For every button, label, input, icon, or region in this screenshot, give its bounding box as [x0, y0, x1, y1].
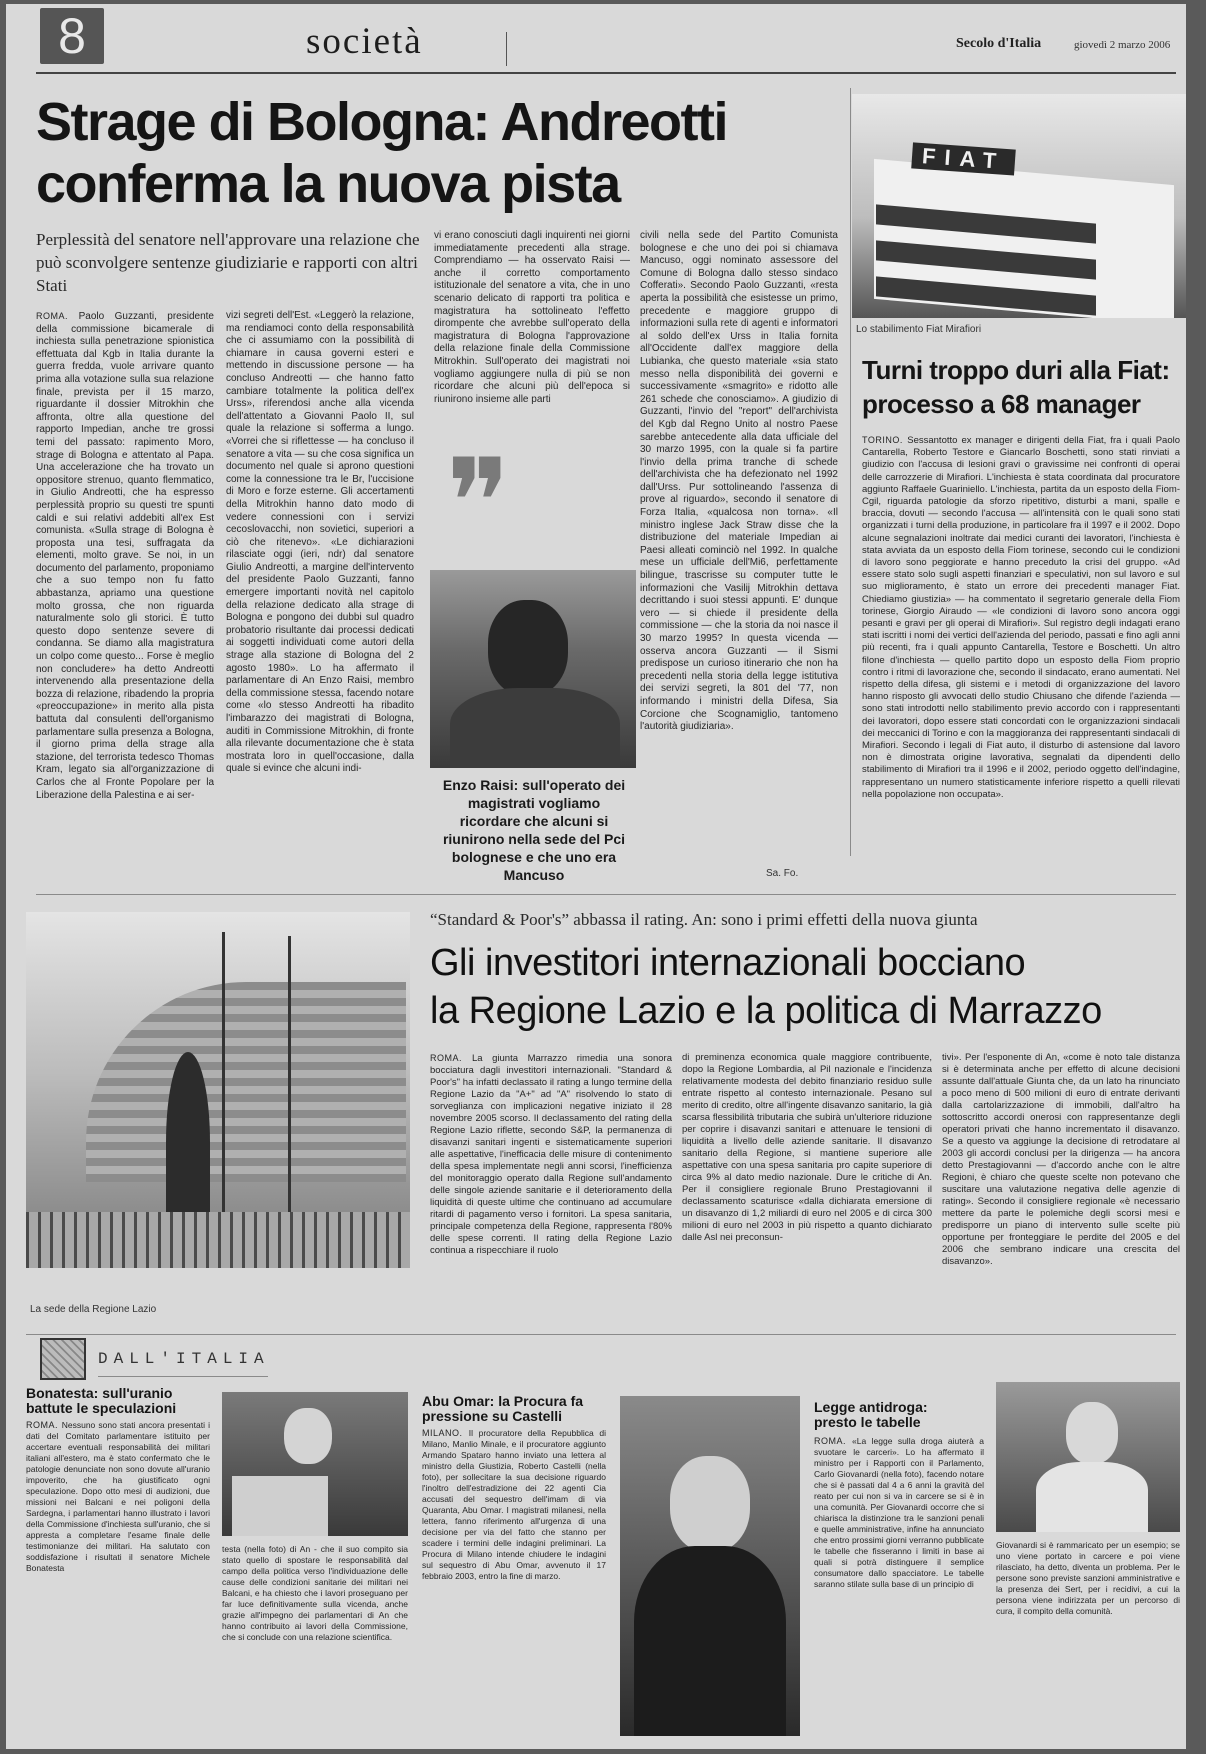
- brief-2-column: [422, 1428, 606, 1740]
- brief-1-podium-shape: [232, 1476, 328, 1536]
- brief-1-text-2: testa (nella foto) di An - che il suo compito sia stato quello di spostare le responsabilità dal campo della politica verso l'individuazione delle cause delle condizioni sanitarie dei militari nei Balcani, e ha chiesto che i lavori proseguano per far luce definitivamente sulla vicenda, anche grazie all'impegno dei parlamentari di An che hanno contribuito ai lavori della Commissione, che si conclude con una relazione scientifica.: [222, 1544, 408, 1642]
- page-number: 8: [58, 8, 86, 64]
- brief-2-photo: [620, 1396, 800, 1736]
- fiat-divider: [850, 88, 851, 856]
- fiat-photo: [852, 94, 1186, 318]
- lazio-flagpole-shape: [222, 932, 225, 1232]
- section-label: società: [306, 21, 423, 62]
- fiat-headline-line2: processo a 68 manager: [862, 389, 1141, 419]
- lazio-kicker: “Standard & Poor's” abbassa il rating. An: sono i primi effetti della nuova giunta: [430, 910, 978, 929]
- lazio-headline-line1: Gli investitori internazionali bocciano: [430, 942, 1026, 984]
- brief-3-column: [814, 1436, 984, 1740]
- dall-italia-label: DALL'ITALIA: [98, 1350, 270, 1368]
- brief-2-dateline: MILANO.: [422, 1428, 469, 1438]
- section-divider: [506, 32, 507, 66]
- quote-mark: ❞: [446, 437, 511, 570]
- lazio-bottom-rule: [26, 1334, 1176, 1335]
- raisi-shoulders-shape: [450, 688, 620, 768]
- lazio-dateline: ROMA.: [430, 1053, 472, 1063]
- raisi-caption: Enzo Raisi: sull'operato dei magistrati vogliamo ricordare che alcuni si riunirono nella sede del Pci bolognese e che uno era Mancuso: [442, 777, 626, 883]
- main-col4-text: civili nella sede del Partito Comunista bolognese e che uno dei poi si chiamava Mancuso, oggi nominato assessore del Comune di Bologna dallo stesso sindaco Cofferati». Secondo Paolo Guzzanti, «resta aperta la possibilità che esistesse un primo, precedente e maggiore gruppo di informazioni sulla rete di agenti e informatori al soldo dell'ex Urss in Italia fornita all'Occidente dall'ex maggiore della Lubianka, che questo materiale «sia stato messo nella disponibilità dei governi e successivamente «smagrito» e ridotto alle 261 schede che conosciamo». A giudizio di Guzzanti, l'invio del "report" dell'archivista del Kgb dal Regno Unito al nostro Paese sarebbe antecedente alla data ufficiale del 30 marzo 1995, con la quale si fa partire l'invio della prima tranche di schede dell'archivista che ha defezionato nel 1992 dall'Urss. Pur sottolineando l'assenza di prove al riguardo», secondo il senatore di Forza Italia, «qualcosa non torna». «Il ministro inglese Jack Straw disse che la distribuzione del materiale Impedian ai Paesi alleati cominciò nel 1992. In qualche mese un ufficiale dell'Mi6, perfettamente bilingue, trascrisse su computer tutte le informazioni che Vasilij Mitrokhin dettava decrittando i suoi stessi appunti. E' dunque vero — si chiede il presidente della commissione — che la storia da noi nasce il 30 marzo 1995? In questa vicenda — osserva ancora Guzzanti — il Sismi predispose un curioso itinerario che non ha precedenti nella storia della legge istitutiva dei servizi segreti, la 801 del '77, non informando i ministri della Difesa, Sia Corcione che Scognamiglio, tantomeno l'autorità giudiziaria».: [640, 230, 838, 733]
- fiat-photo-caption: Lo stabilimento Fiat Mirafiori: [856, 324, 982, 335]
- main-col3-text: vi erano conosciuti dagli inquirenti nei giorni immediatamente precedenti alla strage. Comprendiamo — ha osservato Raisi — anche il corretto comportamento istituzionale del senatore a vita, che in uno scenario delicato di rapporti tra politica e magistratura ha sottolineato l'effetto dirompente che avrebbe sull'operato della magistratura di Bologna l'approvazione della relazione finale della Commissione Mitrokhin. Sull'operato dei magistrati noi vogliamo aggiungere nulla di più se non ricordare che alcuni più dell'epoca si riunirono insieme alle parti: [434, 230, 630, 405]
- lazio-col3-text: tivi». Per l'esponente di An, «come è noto tale distanza si è determinata anche per effetto di alcune decisioni assunte dall'attuale Giunta che, da un lato ha rinunciato a poco meno di 500 milioni di euro di entrate derivanti dalla cartolarizzazione di immobili, dall'altro ha sottoscritto accordi onerosi con rappresentanze degli operatori privati che hanno incrementato il disavanzo. Se a questo va aggiunge la decisione di retrodatare al 2003 gli accordi conclusi per la dirigenza — ha ancora detto Prestagiovanni — d'accordo anche con le altre Regioni, è chiaro che queste scelte non potevano che suscitare una valutazione negativa delle agenzie di rating». Secondo il consigliere regionale «è necessario mettere da parte le polemiche degli scorsi mesi e predisporre un piano di intervento sulle scelte più opportune per fronteggiare le perdite del 2005 e del 2006 che sembrano indicare una crescita del disavanzo».: [942, 1052, 1180, 1267]
- lazio-flagpole-shape: [288, 936, 291, 1232]
- brief-3-text: «La legge sulla droga aiuterà a svuotare le carceri». Lo ha affermato il ministro per i Rapporti con il Parlamento, Carlo Giovanardi (nella foto), facendo notare che si è passati dal 4 a 6 anni la gravità del reato per cui non si va in carcere se si è in una comunità. Per Giovanardi occorre che si chiarisca la distinzione tra le sanzioni penali e quelle amministrative, infine ha annunciato che entro prossimi giorni verranno pubblicate le tabelle che fisseranno i limiti in base ai quali si potrà distinguere il semplice consumatore dallo spacciatore. Le tabelle saranno stilate sulla base di un principio di: [814, 1436, 984, 1589]
- brief-1-dateline: ROMA.: [26, 1420, 62, 1430]
- main-column-4: [640, 230, 838, 862]
- fiat-column: [862, 434, 1180, 854]
- lazio-column-1: [430, 1052, 672, 1324]
- brief-1-text: Nessuno sono stati ancora presentati i dati del Comitato parlamentare istituito per accertare eventuali responsabilità dei militari italiani all'estero, ma è stato confermato che le patologie denunciate non sono dovute all'uranio impoverito, che ha giustificato ogni speculazione. Dopo otto mesi di audizioni, due missioni nei Balcani e nei poligoni della Sardegna, i parlamentari hanno illustrato i lavori della Commissione d'inchiesta sull'uranio, che si appresta a completare l'esame finale delle testimonianze dei militari. Ha salutato con soddisfazione i risultati il senatore Michele Bonatesta: [26, 1420, 210, 1573]
- brief-3-dateline: ROMA.: [814, 1436, 853, 1446]
- main-column-1: [36, 310, 214, 878]
- brief-3-body-shape: [1036, 1462, 1148, 1532]
- main-column-3: [434, 230, 630, 455]
- brief-3-photo: [996, 1382, 1180, 1532]
- main-subtitle: Perplessità del senatore nell'approvare una relazione che può sconvolgere sentenze giudiziarie e rapporti con altri Stati: [36, 230, 420, 295]
- brief-3-head-shape: [1066, 1402, 1118, 1464]
- lazio-photo-caption: La sede della Regione Lazio: [30, 1304, 157, 1315]
- brief-1-title: Bonatesta: sull'uranio battute le speculazioni: [26, 1385, 177, 1416]
- main-headline-line2: conferma la nuova pista: [36, 154, 620, 214]
- main-signature: Sa. Fo.: [766, 868, 799, 879]
- brief-1-column: [26, 1420, 210, 1740]
- brief-2-head-shape: [670, 1456, 750, 1552]
- dall-italia-logo: [40, 1338, 86, 1380]
- header-rule: [36, 72, 1176, 74]
- raisi-head-shape: [488, 600, 568, 696]
- brief-1-column-2: [222, 1544, 408, 1740]
- brief-2-suit-shape: [634, 1546, 786, 1736]
- brief-2-title: Abu Omar: la Procura fa pressione su Castelli: [422, 1393, 584, 1424]
- lazio-headline-line2: la Regione Lazio e la politica di Marrazzo: [430, 990, 1102, 1032]
- fiat-headline-line1: Turni troppo duri alla Fiat:: [862, 355, 1170, 385]
- brief-1-photo: [222, 1392, 408, 1536]
- main-headline-line1: Strage di Bologna: Andreotti: [36, 92, 727, 152]
- lazio-fence-shape: [26, 1212, 410, 1268]
- lazio-col2-text: di preminenza economica quale maggiore contribuente, dopo la Regione Lombardia, al Pil nazionale e l'incidenza relativamente modesta del debito finanziario residuo sulle entrate rispetto al contesto internazionale. Pesano sul merito di credito, oltre all'ingente disavanzo sanitario, la già scarsa flessibilità tributaria che subirà un'ulteriore riduzione per coprire i disavanzi sanitari e attenuare le tensioni di liquidità a livello delle aziende sanitarie. Il disavanzo sanitario della Regione, si mantiene superiore alle aspettative con una spesa sanitaria pro capite superiore di circa 9% al dato medio nazionale. Dure le critiche di An. Per il consigliere regionale Bruno Prestagiovanni il declassamento scaturisce «dalla dichiarata emersione di un disavanzo di 1,2 miliardi di euro nel 2005 e di circa 300 milioni di euro nel 2003 in più rispetto a quanto dichiarato dalle Asl nei preconsun-: [682, 1052, 932, 1243]
- brief-1-head-shape: [284, 1408, 332, 1464]
- brief-3-title: Legge antidroga: presto le tabelle: [814, 1399, 928, 1430]
- main-column-2: [226, 310, 414, 878]
- main-dateline: ROMA.: [36, 311, 79, 321]
- dall-italia-rule: [98, 1376, 268, 1377]
- lazio-building-shape: [86, 982, 406, 1182]
- raisi-photo: [430, 570, 636, 768]
- lazio-column-2: [682, 1052, 932, 1324]
- issue-date: giovedì 2 marzo 2006: [1074, 39, 1171, 51]
- brief-2-text: Il procuratore della Repubblica di Milano, Manlio Minale, e il procuratore aggiunto Armando Spataro hanno inviato una lettera al ministro della Giustizia, Roberto Castelli (nella foto), per sollecitare la sua decisione riguardo l'inoltro dell'estradizione dei 22 agenti Cia accusati del sequestro dell'imam di via Quaranta, Abu Omar. I magistrati milanesi, nella lettera, fanno riferimento all'urgenza di una decisione per via del fatto che stanno per scadere i termini delle indagini preliminari. La Procura di Milano intende chiudere le indagini sul sequestro di Abu Omar, avvenuto il 17 febbraio 2003, entro la fine di marzo.: [422, 1428, 606, 1581]
- fiat-sign: FIAT: [911, 142, 1016, 175]
- masthead: Secolo d'Italia: [956, 36, 1042, 51]
- fiat-dateline: TORINO.: [862, 435, 908, 445]
- newspaper-page: [6, 4, 1186, 1749]
- lazio-photo: [26, 912, 410, 1268]
- main-col1-text: Paolo Guzzanti, presidente della commissione bicamerale di inchiesta sulla penetrazione spionistica effettuata dal Kgb in Italia durante la guerra fredda, vuole arrivare quanto prima alla votazione sulla sua relazione finale, prevista per il 15 marzo, riguardante il dossier Mitrokhin che affronta, oltre alla questione del rapporto Impedian, anche tre grossi temi del passato: rapimento Moro, strage di Bologna e attentato al Papa. Una accelerazione che ha trovato un oppositore strenuo, quanto flemmatico, in Giulio Andreotti, che ha espresso perplessità proprio su questi tre spunti caldi e sui relativi addebiti all'ex Est comunista. «Sulla strage di Bologna è proposta una tesi, suffragata da elementi, molto grave. Se noi, in un documento del parlamento, proponiamo che a suo tempo non fu fatto abbastanza, apriamo una questione molto grossa, che non riguarda naturalmente solo gli storici. È tutto questo dopo sentenze severe di condanna. Se diamo alla magistratura un colpo come questo... Forse è meglio non concludere» ha detto Andreotti intervenendo alla presentazione della bozza di relazione, ribadendo la propria «preoccupazione» in merito alla pista battuta dal consulenti dell'organismo parlamentare sulla presenza a Bologna, il giorno prima della strage alla stazione, del terrorista tedesco Thomas Kram, legato sia all'organizzazione di Carlos che al Fronte Popolare per la Liberazione della Palestina e ai ser-: [36, 311, 214, 801]
- top-section-rule: [36, 894, 1176, 895]
- brief-3-text-2: Giovanardi si è rammaricato per un esempio; se uno viene portato in carcere e poi viene rilasciato, ha detto, diventa un problema. Per le persone sono previste sanzioni amministrative e la presenza dei Sert, per i recidivi, a cui la persona viene indirizzata per un percorso di cura, il compito della comunità.: [996, 1540, 1180, 1616]
- brief-3-column-2: [996, 1540, 1180, 1740]
- lazio-column-3: [942, 1052, 1180, 1324]
- fiat-body-text: Sessantotto ex manager e dirigenti della Fiat, fra i quali Paolo Cantarella, Roberto Testore e Giancarlo Boschetti, sono stati rinviati a giudizio con l'accusa di lesioni gravi o gravissime nei confronti di operai delle carrozzerie di Mirafiori. L'inchiesta è stata coordinata dal procuratore aggiunto Raffaele Guariniello. L'inchiesta, partita da un esposto della Fiom-Cgil, riguarda patologie da sforzo ripetitivo, disturbi a mani, spalle e braccia, dovuti — secondo l'accusa — all'intensità con le quali sono stati organizzati i turni della produzione, in particolare fra il 1997 e il 2002. Dopo alcune segnalazioni inoltrate dai medici curanti dei lavoratori, l'inchiesta è stata avviata da un esposto della Fiom torinese, secondo cui le condizioni di lavoro sono peggiorate e hanno preceduto la crisi del gruppo. «Ad essere stato solo sugli aspetti finanziari e speculativi, non sul lavoro e sul suo miglioramento, è stato un errore dei precedenti manager Fiat. Chiediamo giustizia» — ha commentato il segretario generale della Fiom torinese, Giorgio Airaudo — «le condizioni di lavoro sono ancora oggi pesanti e gravi per gli operai di Mirafiori». Sul registro degli indagati erano stati iscritti i nomi dei vertici dell'azienda del periodo, passati e fino agli anni più recenti, fra i quali appunto Cantarella, Testore e Boschetti. Un altro filone d'inchiesta — quello partito dopo un esposto della Fiom proprio contro i ritmi di lavorazione che, secondo il sindacato, erano aumentati. Nel rispetto della difesa, gli sistemi e i metodi di organizzazione del lavoro hanno risposto gli avvocati dello studio Chiusano che difende l'azienda — sono stati introdotti nello stabilimento previo accordo con i rappresentanti dei lavoratori, dopo essere stati concordati con le organizzazioni sindacali dei meccanici di Torino e con la maggioranza dei rappresentanti sindacali di Mirafiori. Secondo i legali di Fiat auto, il disturbo di astensione dal lavoro non è dimostrata origine lavorativa, segnalati da dipendenti dello stabilimento di Mirafiori tra il 1996 e il 2002, periodo oggetto dell'indagine, rappresentano un numero statisticamente inferiore rispetto a quelli rilevati nella popolazione non occupata».: [862, 435, 1180, 800]
- lazio-col1-text: La giunta Marrazzo rimedia una sonora bocciatura dagli investitori internazionali. "Standard & Poor's" ha infatti declassato il rating a lungo termine della Regione Lazio da "A+" ad "A" risolvendo lo stato di sorveglianza con implicazioni negative iniziato il 28 novembre 2005 scorso. Il declassamento del rating della Regione Lazio riflette, secondo S&P, la permanenza di disavanzi sanitari ingenti e sistematicamente superiori alle aspettative, l'inefficacia delle misure di contenimento della spesa implementate negli anni scorsi, l'inefficienza del monitoraggio operato dalla Regione sull'andamento delle singole aziende sanitarie e il deterioramento della liquidità di queste ultime che continuano ad accumulare ritardi di pagamento verso i fornitori. La spesa sanitaria, principale competenza della Regione, rappresenta l'80% delle spese correnti. Il rating della Regione Lazio continua a rispecchiare il ruolo: [430, 1053, 672, 1256]
- lazio-tree-shape: [166, 1052, 210, 1232]
- main-col2-text: vizi segreti dell'Est. «Leggerò la relazione, ma rendiamoci conto della responsabilità che ci assumiamo con la possibilità di chiamare in causa governi esteri e mettendo in discussione persone — ha concluso Andreotti — che hanno fatto cambiare totalmente la politica dell'ex Urss», riferendosi anche alla vicenda dell'attentato a Giovanni Paolo II, sul quale la relazione si sofferma a lungo. «Vorrei che si riflettesse — ha concluso il senatore a vita — su che cosa significa un documento nel quale si aprono questioni come la connessione tra le Br, l'uccisione di Moro e forze esterne. Gli accertamenti della Mitrokhin hanno dato modo di vedere connessioni con i servizi cecoslovacchi, non sovietici, superiori a ciò che ritenevo». «Le dichiarazioni rilasciate oggi (ieri, ndr) dal senatore Giulio Andreotti, a margine dell'intervento del presidente Paolo Guzzanti, fanno emergere importanti novità nel capitolo della relazione dedicato alla strage di Bologna e pongono dei dubbi sul quadro probatorio risultante dai processi dedicati ai soggetti individuati come autori della strage alla stazione di Bologna del 2 agosto 1980». Lo ha affermato il parlamentare di An Enzo Raisi, membro della commissione stessa, facendo notare come «lo stesso Andreotti ha ribadito l'imbarazzo dei magistrati di Bologna, auditi in Commissione Mitrokhin, di fronte alla rilevante documentazione che è stata mostrata loro in quell'occasione, dalla quale si evince che alcuni indi-: [226, 310, 414, 775]
